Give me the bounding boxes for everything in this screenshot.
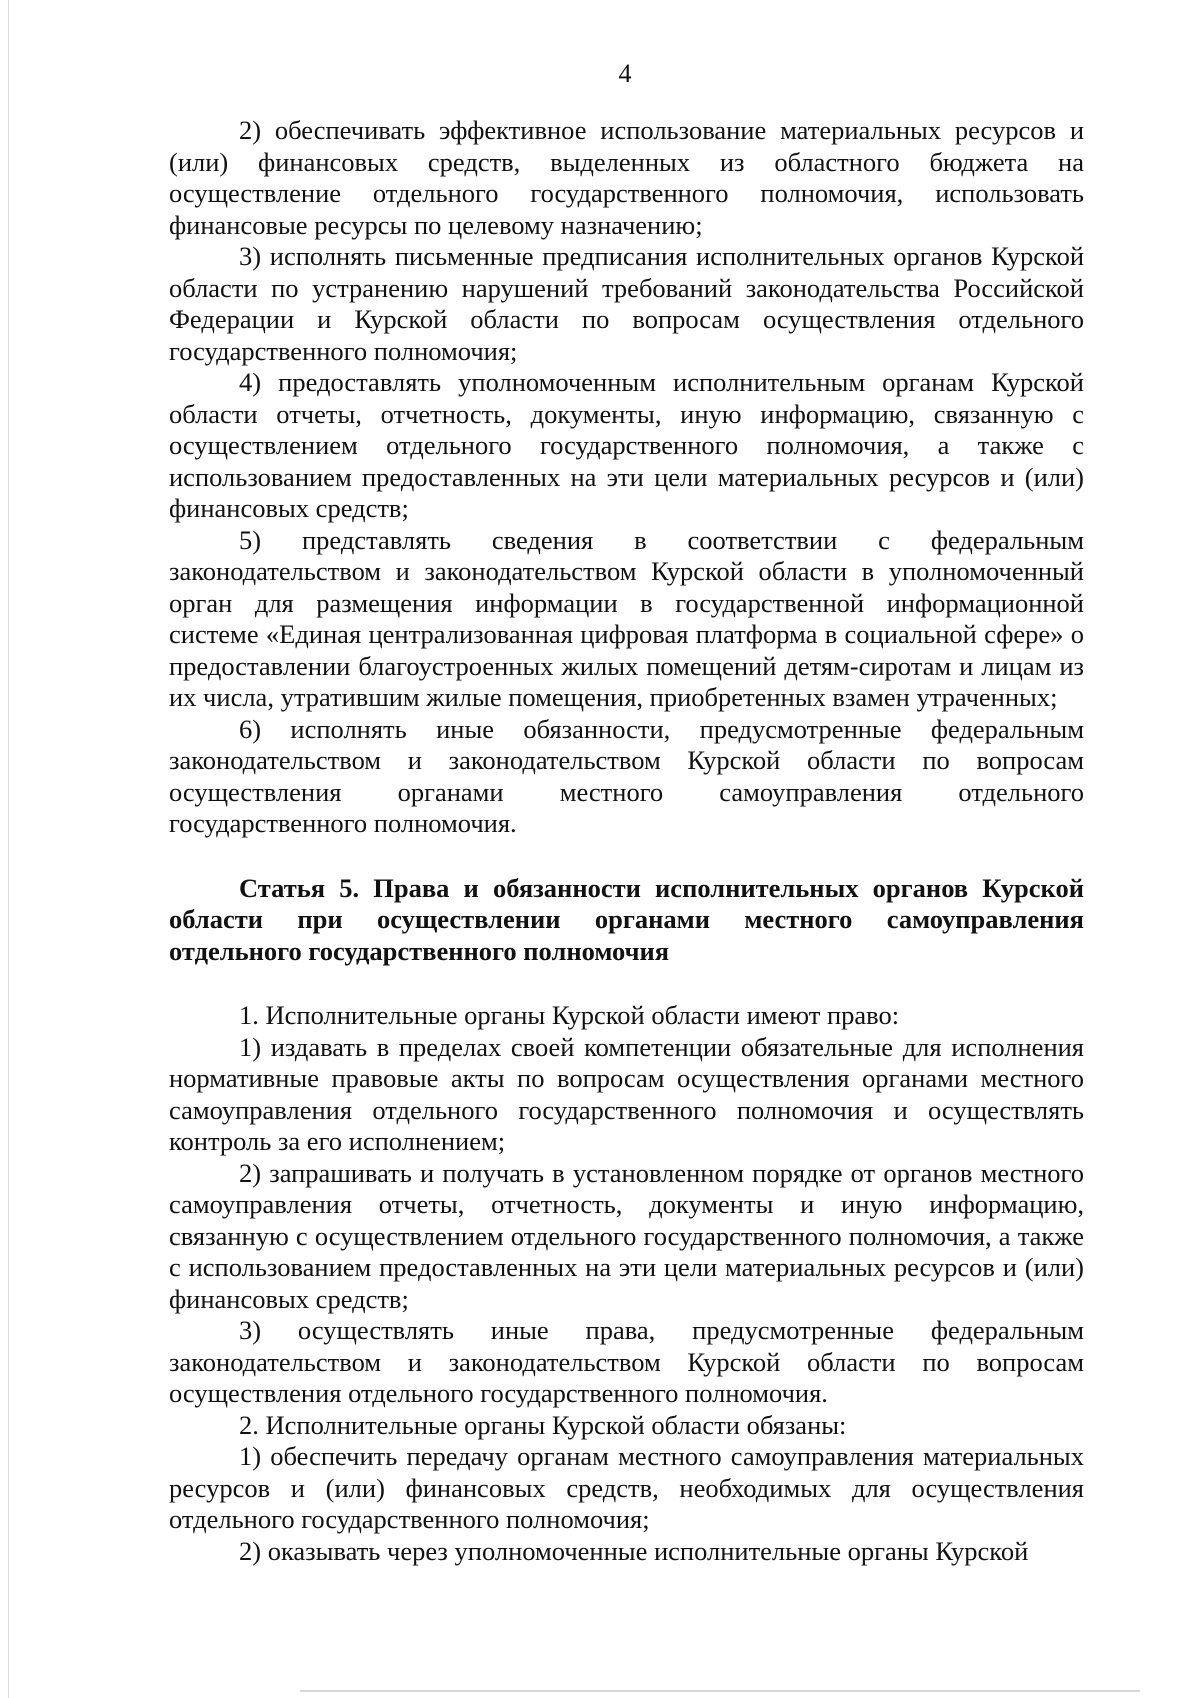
paragraph-rights-intro: 1. Исполнительные органы Курской области имеют право: <box>239 1000 900 1030</box>
paragraph-duties-intro: 2. Исполнительные органы Курской области обязаны: <box>239 1409 847 1440</box>
paragraph-right-2: 2) запрашивать и получать в установленном порядке от органов местного самоуправления отчеты, отчетность, документы и иную информацию, связанную с осуществлением отдельного государственного полномочия, а также с использованием предоставленных на эти цели материальных ресурсов и (или) финансовых средств; <box>169 1157 1084 1314</box>
scan-edge-left <box>8 0 9 1698</box>
paragraph-right-3: 3) осуществлять иные права, предусмотренные федеральным законодательством и законодательством Курской области по вопросам осуществления отдельного государственного полномочия. <box>169 1315 1084 1408</box>
page-number: 4 <box>618 59 632 88</box>
paragraph-obligation-2: 2) обеспечивать эффективное использование материальных ресурсов и (или) финансовых средств, выделенных из областного бюджета на осуществление отдельного государственного полномочия, использовать финансовые ресурсы по целевому назначению; <box>169 115 1084 240</box>
paragraph-right-1: 1) издавать в пределах своей компетенции обязательные для исполнения нормативные правовые акты по вопросам осуществления органами местного самоуправления отдельного государственного полномочия и осуществлять контроль за его исполнением; <box>169 1031 1084 1156</box>
paragraph-duty-2: 2) оказывать через уполномоченные исполнительные органы Курской <box>239 1535 1029 1566</box>
paragraph-obligation-4: 4) предоставлять уполномоченным исполнительным органам Курской области отчеты, отчетность, документы, иную информацию, связанную с осуществлением отдельного государственного полномочия, а также с использованием предоставленных на эти цели материальных ресурсов и (или) финансовых средств; <box>169 367 1084 523</box>
paragraph-obligation-3: 3) исполнять письменные предписания исполнительных органов Курской области по устранению нарушений требований законодательства Российской Федерации и Курской области по вопросам осуществления отдельного государственного полномочия; <box>169 241 1084 366</box>
paragraph-obligation-6: 6) исполнять иные обязанности, предусмотренные федеральным законодательством и законодательством Курской области по вопросам осуществления органами местного самоуправления отдельного государственного полномочия. <box>169 713 1084 838</box>
scan-edge-bottom <box>300 1690 1140 1692</box>
article-5-heading: Статья 5. Права и обязанности исполнительных органов Курской области при осуществлении органами местного самоуправления отдельного государственного полномочия <box>169 872 1084 966</box>
paragraph-obligation-5: 5) представлять сведения в соответствии с федеральным законодательством и законодательством Курской области в уполномоченный орган для размещения информации в государственной информационной системе «Единая централизованная цифровая платформа в социальной сфере» о предоставлении благоустроенных жилых помещений детям-сиротам и лицам из их числа, утратившим жилые помещения, приобретенных взамен утраченных; <box>169 524 1084 712</box>
paragraph-duty-1: 1) обеспечить передачу органам местного самоуправления материальных ресурсов и (или) финансовых средств, необходимых для осуществления отдельного государственного полномочия; <box>169 1441 1084 1534</box>
document-body <box>169 115 1084 1567</box>
